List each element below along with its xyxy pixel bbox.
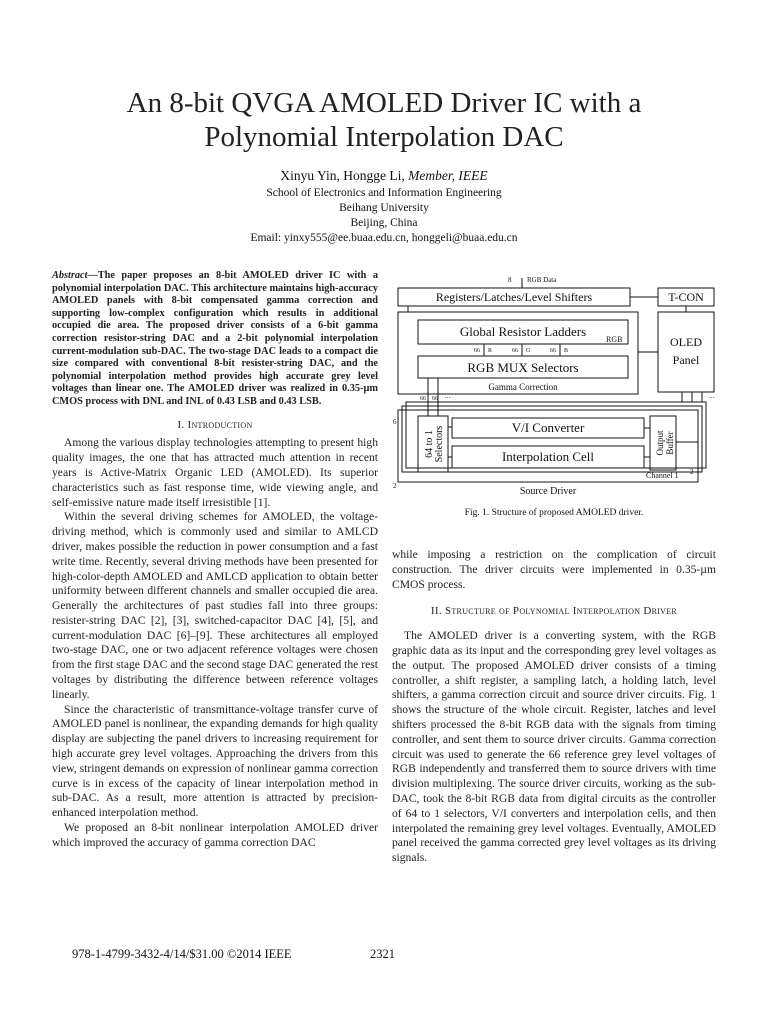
- dots-1: ···: [444, 394, 451, 402]
- vi-label: V/I Converter: [511, 420, 585, 435]
- bus-r: R: [488, 348, 493, 354]
- bus-66-b: 66: [550, 348, 556, 354]
- abstract: [52, 270, 378, 409]
- source-driver-label: Source Driver: [519, 486, 577, 497]
- bus-b: B: [564, 348, 569, 354]
- intro-paragraph: We proposed an 8-bit nonlinear interpolation AMOLED driver which improved the accuracy of gamma correction DAC: [52, 821, 378, 849]
- left-column: [52, 270, 378, 851]
- gamma-label: Gamma Correction: [488, 382, 558, 392]
- paper-title: [40, 86, 728, 154]
- num-2-label: 2: [393, 482, 397, 490]
- title-line-1: An 8-bit QVGA AMOLED Driver IC with a: [126, 87, 642, 119]
- bus-66-g: 66: [512, 348, 518, 354]
- rgb-bits-label: 8: [508, 276, 512, 284]
- figure-1: [392, 272, 722, 500]
- affiliation-city: Beijing, China: [350, 217, 418, 229]
- authors: [0, 168, 768, 184]
- intro-paragraph: Within the several driving schemes for AMOLED, the voltage-driving method, which is commonly used and similar to AMLCD driver, makes possible the reduction in power consumption and a fast write time. Recently, several driving methods have been presented for high-color-depth AMOLED and AMLCD application to obtain better uniformity between different channels and smaller occupied die area. Generally the architectures of past studies fall into three groups: resister-string DAC [2], [3], switched-capacitor DAC [4], [5], and current-modulation DAC [6]–[9]. These architectures all employed two-stage DAC, one or two adjacent reference voltages were chosen from the first stage DAC and the second stage DAC generated the rest voltages by distributing the difference between reference voltages linearly.: [52, 510, 378, 701]
- sel-66-a: 66: [420, 396, 426, 402]
- intro-paragraph: Among the various display technologies attempting to present high quality images, the one that has attracted much attention in recent years is Active-Matrix Organic LED (AMOLED). Its superior characteristics such as fast response time, wide viewing angle, and self-emissive nature made itself irresistible [1].: [52, 436, 378, 509]
- rgb-data-label: RGB Data: [527, 276, 557, 284]
- block-diagram: [392, 272, 722, 500]
- page-number: 2321: [370, 947, 395, 961]
- bus-66-r: 66: [474, 348, 480, 354]
- author-member: Member, IEEE: [408, 168, 488, 183]
- output-buffer-label-1: Output: [655, 430, 665, 456]
- oled-label-2: Panel: [672, 353, 700, 367]
- mux-label: RGB MUX Selectors: [467, 360, 579, 375]
- global-ladders-label: Global Resistor Ladders: [459, 324, 587, 339]
- structure-heading: II. Structure of Polynomial Interpolation Driver: [430, 605, 678, 618]
- sel-66-b: 66: [432, 396, 438, 402]
- oled-panel-block: [658, 312, 714, 392]
- oled-label-1: OLED: [670, 335, 702, 349]
- selectors-label-2: Selectors: [434, 425, 445, 463]
- channel-label: Channel 1: [646, 471, 679, 480]
- registers-label: Registers/Latches/Level Shifters: [435, 290, 593, 304]
- num-6-label: 6: [393, 418, 397, 426]
- channel-2-label: 2: [690, 468, 694, 476]
- abstract-text: —The paper proposes an 8-bit AMOLED driver IC with a polynomial interpolation DAC. This architecture maintains high-accuracy AMOLED panels with 8-bit compensated gamma correction and supporting low-complex configuration which results in additional occupied die area. The proposed driver consists of a 6-bit gamma correction resistor-string DAC and a 2-bit polynomial interpolation current-modulation sub-DAC. The two-stage DAC leads to a compact die size compared with conventional 8-bit resister-string DAC, and the polynomial interpolation method provides high accurate grey level voltages than linear one. The AMOLED driver was realized in 0.35-µm CMOS process with DNL and INL of 0.43 LSB and 0.43 LSB.: [52, 270, 378, 407]
- intro-heading: I. Introduction: [177, 418, 253, 431]
- dots-2: ···: [708, 394, 715, 402]
- footer-copyright: 978-1-4799-3432-4/14/$31.00 ©2014 IEEE: [72, 947, 292, 961]
- tcon-label: T-CON: [668, 290, 704, 304]
- rgb-tag: RGB: [606, 335, 623, 344]
- bus-g: G: [526, 348, 531, 354]
- author-names: Xinyu Yin, Hongge Li,: [280, 168, 409, 183]
- affiliation-university: Beihang University: [339, 202, 429, 214]
- interp-label: Interpolation Cell: [501, 449, 595, 464]
- abstract-label: Abstract: [52, 270, 88, 281]
- affiliation-email: Email: yinxy555@ee.buaa.edu.cn, honggeli@buaa.edu.cn: [250, 232, 518, 244]
- affiliation-school: School of Electronics and Information Engineering: [266, 187, 502, 199]
- figure-caption: Fig. 1. Structure of proposed AMOLED driver.: [464, 508, 644, 518]
- intro-continued: while imposing a restriction on the complication of circuit construction. The driver circuits were implemented in 0.35-µm CMOS process.: [392, 548, 716, 591]
- right-column: [392, 548, 716, 866]
- structure-paragraph: The AMOLED driver is a converting system, with the RGB graphic data as its input and the corresponding grey level voltages as the output. The proposed AMOLED driver consists of a timing controller, a shift register, a sampling latch, a holding latch, level shifters, a gamma correction circuit and source driver circuits. Fig. 1 shows the structure of the whole circuit. Register, latches and level shifters processed the 8-bit RGB data with the signals from timing controller, and sent them to source driver circuits. Gamma correction circuit was used to generate the 66 reference grey level voltages of RGB independently and transferred them to source drivers with time division multiplexing. The source driver circuits, working as the sub-DAC, took the 8-bit RGB data from digital circuits as the controller of 64 to 1 selectors, V/I converters and interpolation cells, and then interpolated the remaining grey level voltages. Eventually, AMOLED panel received the gamma corrected grey level voltages as its driving signals.: [392, 629, 716, 865]
- selectors-label-1: 64 to 1: [424, 430, 435, 458]
- output-buffer-label-2: Buffer: [665, 431, 675, 455]
- title-line-2: Polynomial Interpolation DAC: [204, 121, 564, 153]
- intro-paragraph: Since the characteristic of transmittance-voltage transfer curve of AMOLED panel is nonlinear, the expanding demands for high quality display are subjecting the panel drivers to increasing requirement for high accurate grey level voltages. Approaching the drivers from this view, stringent demands on expression of nonlinear gamma correction curve is in excess of the capacity of linear interpolation method in sub-DAC. As a result, more attention is attracted by precision-enhanced interpolation method.: [52, 702, 378, 820]
